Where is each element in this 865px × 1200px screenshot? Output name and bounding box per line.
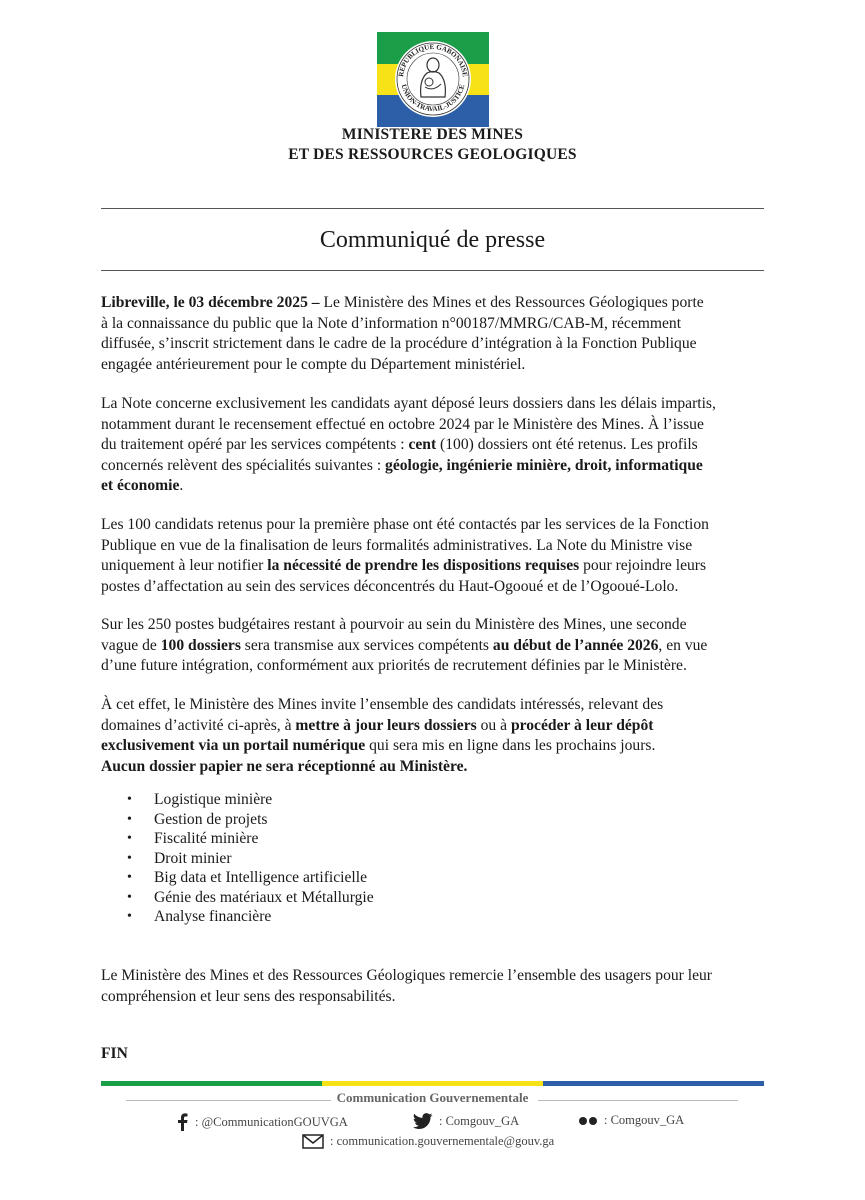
p2-text: (100) dossiers ont été retenus. Les profils bbox=[436, 436, 698, 454]
facebook-icon bbox=[176, 1113, 189, 1131]
divider-bottom bbox=[101, 270, 764, 271]
flag-green bbox=[101, 1081, 322, 1086]
footer-line-right bbox=[538, 1100, 738, 1101]
flickr-text: : Comgouv_GA bbox=[604, 1113, 685, 1127]
p4-text: , en vue bbox=[658, 636, 708, 654]
list-item: • Gestion de projets bbox=[101, 810, 374, 830]
p5-bold: exclusivement via un portail numérique bbox=[101, 737, 366, 755]
p6-text: compréhension et leur sens des responsabilités. bbox=[101, 987, 396, 1005]
paragraph-3 bbox=[101, 515, 764, 597]
p5-bold: Aucun dossier papier ne sera réceptionné au Ministère. bbox=[101, 757, 468, 775]
list-item: • Logistique minière bbox=[101, 790, 374, 810]
p4-bold: 100 dossiers bbox=[160, 636, 241, 654]
paragraph-5 bbox=[101, 695, 764, 777]
p5-text: À cet effet, le Ministère des Mines invite l’ensemble des candidats intéressés, relevant des bbox=[101, 696, 664, 713]
p5-text: domaines d’activité ci-après, à bbox=[101, 716, 296, 734]
p1-text: Le Ministère des Mines et des Ressources Géologiques porte bbox=[319, 294, 704, 311]
mail-icon bbox=[302, 1134, 324, 1149]
p3-text: uniquement à leur notifier bbox=[101, 557, 268, 575]
p4-text: sera transmise aux services compétents bbox=[240, 636, 493, 654]
p1-text: engagée antérieurement pour le compte du Département ministériel. bbox=[101, 355, 526, 373]
list-item: • Big data et Intelligence artificielle bbox=[101, 868, 374, 888]
page-title: Communiqué de presse bbox=[319, 227, 546, 253]
flickr-icon bbox=[578, 1116, 598, 1126]
gabon-emblem bbox=[377, 32, 489, 127]
p3-text: Les 100 candidats retenus pour la première phase ont été contactés par les services de la Fonction bbox=[101, 516, 709, 533]
p2-bold: et économie bbox=[101, 477, 180, 495]
p3-text: postes d’affectation au sein des services déconcentrés du Haut-Ogooué et de l’Ogooué-Lolo. bbox=[101, 577, 679, 595]
twitter-handle[interactable] bbox=[413, 1113, 519, 1129]
email-text: : communication.gouvernementale@gouv.ga bbox=[330, 1134, 555, 1148]
p3-text: pour rejoindre leurs bbox=[579, 557, 707, 575]
p2-bold: cent bbox=[408, 436, 437, 454]
p4-text: d’une future intégration, conformément aux priorités de recrutement définies par le Ministère. bbox=[101, 657, 687, 675]
p1-text: diffusée, s’inscrit strictement dans le cadre de la procédure d’intégration à la Fonction Publique bbox=[101, 335, 697, 353]
dateline: Libreville, le 03 décembre 2025 – bbox=[101, 294, 320, 311]
p6-text: Le Ministère des Mines et des Ressources Géologiques remercie l’ensemble des usagers pour leur bbox=[101, 967, 713, 984]
flag-color-bar bbox=[101, 1081, 764, 1086]
flickr-handle[interactable] bbox=[578, 1113, 684, 1128]
p3-text: Publique en vue de la finalisation de leurs formalités administratives. La Note du Ministre vise bbox=[101, 536, 693, 554]
p3-bold: la nécessité de prendre les dispositions requises bbox=[267, 557, 580, 575]
p2-bold: géologie, ingénierie minière, droit, informatique bbox=[385, 456, 703, 474]
list-item: • Droit minier bbox=[101, 849, 374, 869]
paragraph-2 bbox=[101, 394, 764, 497]
flag-yellow bbox=[322, 1081, 543, 1086]
paragraph-6 bbox=[101, 966, 764, 1007]
list-item: • Génie des matériaux et Métallurgie bbox=[101, 888, 374, 908]
p4-bold: au début de l’année 2026 bbox=[492, 636, 659, 654]
paragraph-4 bbox=[101, 615, 764, 677]
flag-blue bbox=[543, 1081, 764, 1086]
email-contact[interactable] bbox=[302, 1134, 554, 1149]
list-item: • Fiscalité minière bbox=[101, 829, 374, 849]
paragraph-1 bbox=[101, 293, 764, 375]
p5-text: ou à bbox=[476, 716, 511, 734]
coat-of-arms-icon bbox=[377, 32, 489, 127]
twitter-icon bbox=[413, 1113, 433, 1129]
emblem-text-bottom: UNION-TRAVAIL-JUSTICE bbox=[399, 83, 467, 114]
divider-top bbox=[101, 208, 764, 209]
twitter-text: : Comgouv_GA bbox=[439, 1113, 520, 1128]
footer-title: Communication Gouvernementale bbox=[336, 1090, 529, 1105]
ministry-name-line1: MINISTERE DES MINES bbox=[341, 126, 524, 143]
emblem-text-top: REPUBLIQUE GABONAISE bbox=[397, 42, 469, 78]
p2-text: du traitement opéré par les services compétents : bbox=[101, 436, 409, 454]
list-item: • Analyse financière bbox=[101, 907, 374, 927]
p4-text: Sur les 250 postes budgétaires restant à pourvoir au sein du Ministère des Mines, une seconde bbox=[101, 616, 687, 633]
ministry-name-line2: ET DES RESSOURCES GEOLOGIQUES bbox=[288, 146, 577, 163]
domains-list bbox=[101, 790, 374, 927]
p1-text: à la connaissance du public que la Note d’information n°00187/MMRG/CAB-M, récemment bbox=[101, 314, 682, 332]
p2-text: La Note concerne exclusivement les candidats ayant déposé leurs dossiers dans les délais impartis, bbox=[101, 395, 716, 412]
p2-text: notamment durant le recensement effectué en octobre 2024 par le Ministère des Mines. À l’issue bbox=[101, 415, 704, 433]
end-marker: FIN bbox=[101, 1045, 128, 1062]
p4-text: vague de bbox=[101, 636, 161, 654]
p5-text: qui sera mis en ligne dans les prochains jours. bbox=[365, 737, 656, 755]
facebook-handle[interactable] bbox=[176, 1113, 348, 1131]
p2-text: concernés relèvent des spécialités suivantes : bbox=[101, 456, 386, 474]
p5-bold: procéder à leur dépôt bbox=[510, 716, 654, 734]
p2-text: . bbox=[179, 477, 184, 495]
facebook-text: : @CommunicationGOUVGA bbox=[195, 1114, 348, 1129]
p5-bold: mettre à jour leurs dossiers bbox=[295, 716, 477, 734]
